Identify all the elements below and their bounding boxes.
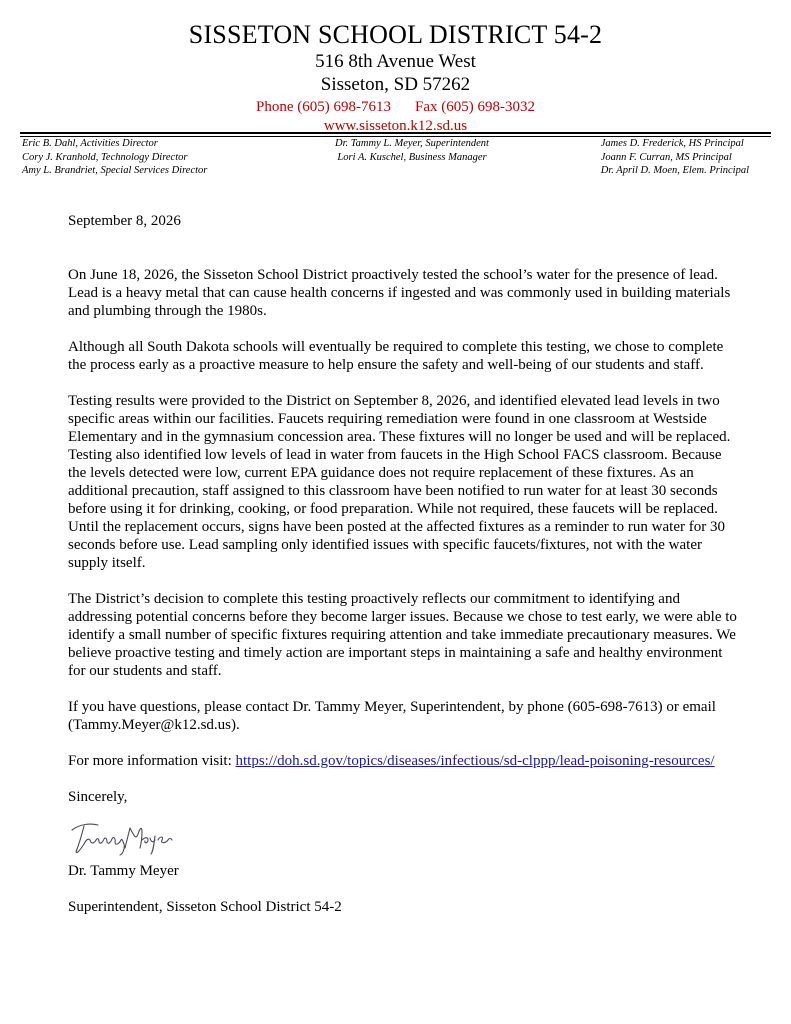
signature-image <box>68 814 738 860</box>
street-address: 516 8th Avenue West <box>315 51 476 72</box>
signer-title: Superintendent, Sisseton School District 54-2 <box>68 899 342 915</box>
staff-entry: Eric B. Dahl, Activities Director <box>22 138 158 149</box>
fax-number: Fax (605) 698-3032 <box>415 99 535 115</box>
paragraph-proactive: Although all South Dakota schools will eventually be required to complete this testing, we chose to complete the process early as a proactive measure to help ensure the safety and well-being of our students and staff. <box>68 339 724 373</box>
phone-number: Phone (605) 698-7613 <box>256 99 391 115</box>
paragraph-contact: If you have questions, please contact Dr. Tammy Meyer, Superintendent, by phone (605-698-7613) or email (Tammy.Meyer@k12.sd.us). <box>68 699 716 733</box>
staff-entry: Joann F. Curran, MS Principal <box>600 151 732 163</box>
website[interactable]: www.sisseton.k12.sd.us <box>323 118 468 134</box>
divider-thick <box>20 132 771 134</box>
staff-entry: Dr. April D. Moen, Elem. Principal <box>600 165 749 176</box>
staff-entry: James D. Frederick, HS Principal <box>600 138 744 149</box>
contact-line <box>0 98 791 117</box>
more-info-link[interactable]: https://doh.sd.gov/topics/diseases/infectious/sd-clppp/lead-poisoning-resources/ <box>235 753 715 769</box>
staff-column-left <box>22 137 207 178</box>
letter-date: September 8, 2026 <box>68 213 181 229</box>
paragraph-testing-intro: On June 18, 2026, the Sisseton School District proactively tested the school’s water for the presence of lead. Lead is a heavy metal that can cause health concerns if ingested and was commonly used in building materials and plumbing through the 1980s. <box>68 267 731 319</box>
staff-entry: Amy L. Brandriet, Special Services Director <box>22 165 208 176</box>
city-state-zip: Sisseton, SD 57262 <box>320 74 471 95</box>
letter-body <box>68 212 738 934</box>
signature-icon <box>68 814 178 858</box>
closing: Sincerely, <box>68 789 128 805</box>
paragraph-results: Testing results were provided to the District on September 8, 2026, and identified elevated lead levels in two specific areas within our facilities. Faucets requiring remediation were found in one classroom at Westside Elementary and in the gymnasium concession area. These fixtures will no longer be used and will be replaced. Testing also identified low levels of lead in water from faucets in the High School FACS classroom. Because the levels detected were low, current EPA guidance does not require replacement of these fixtures. As an additional precaution, staff assigned to this classroom have been notified to run water for at least 30 seconds before using it for drinking, cooking, or food preparation. While not required, these faucets will be replaced. Until the replacement occurs, signs have been posted at the affected fixtures as a reminder to run water for 30 seconds before use. Lead sampling only identified issues with specific faucets/fixtures, not with the water supply itself. <box>68 393 731 571</box>
staff-column-right <box>601 137 749 178</box>
staff-entry: Cory J. Kranhold, Technology Director <box>22 151 188 163</box>
signer-name: Dr. Tammy Meyer <box>68 863 179 879</box>
paragraph-commitment: The District’s decision to complete this testing proactively reflects our commitment to identifying and addressing potential concerns before they become larger issues. Because we chose to test early, we were able to identify a small number of specific fixtures requiring attention and take immediate precautionary measures. We believe proactive testing and timely action are important steps in maintaining a safe and healthy environment for our students and staff. <box>68 591 737 679</box>
letterhead <box>0 20 791 135</box>
staff-entry: Lori A. Kuschel, Business Manager <box>337 151 487 163</box>
staff-entry: Dr. Tammy L. Meyer, Superintendent <box>335 138 489 149</box>
district-name: SISSETON SCHOOL DISTRICT 54-2 <box>188 20 603 49</box>
more-info <box>68 752 738 770</box>
more-info-label: For more information visit: <box>68 753 236 769</box>
staff-column-center <box>282 137 542 164</box>
